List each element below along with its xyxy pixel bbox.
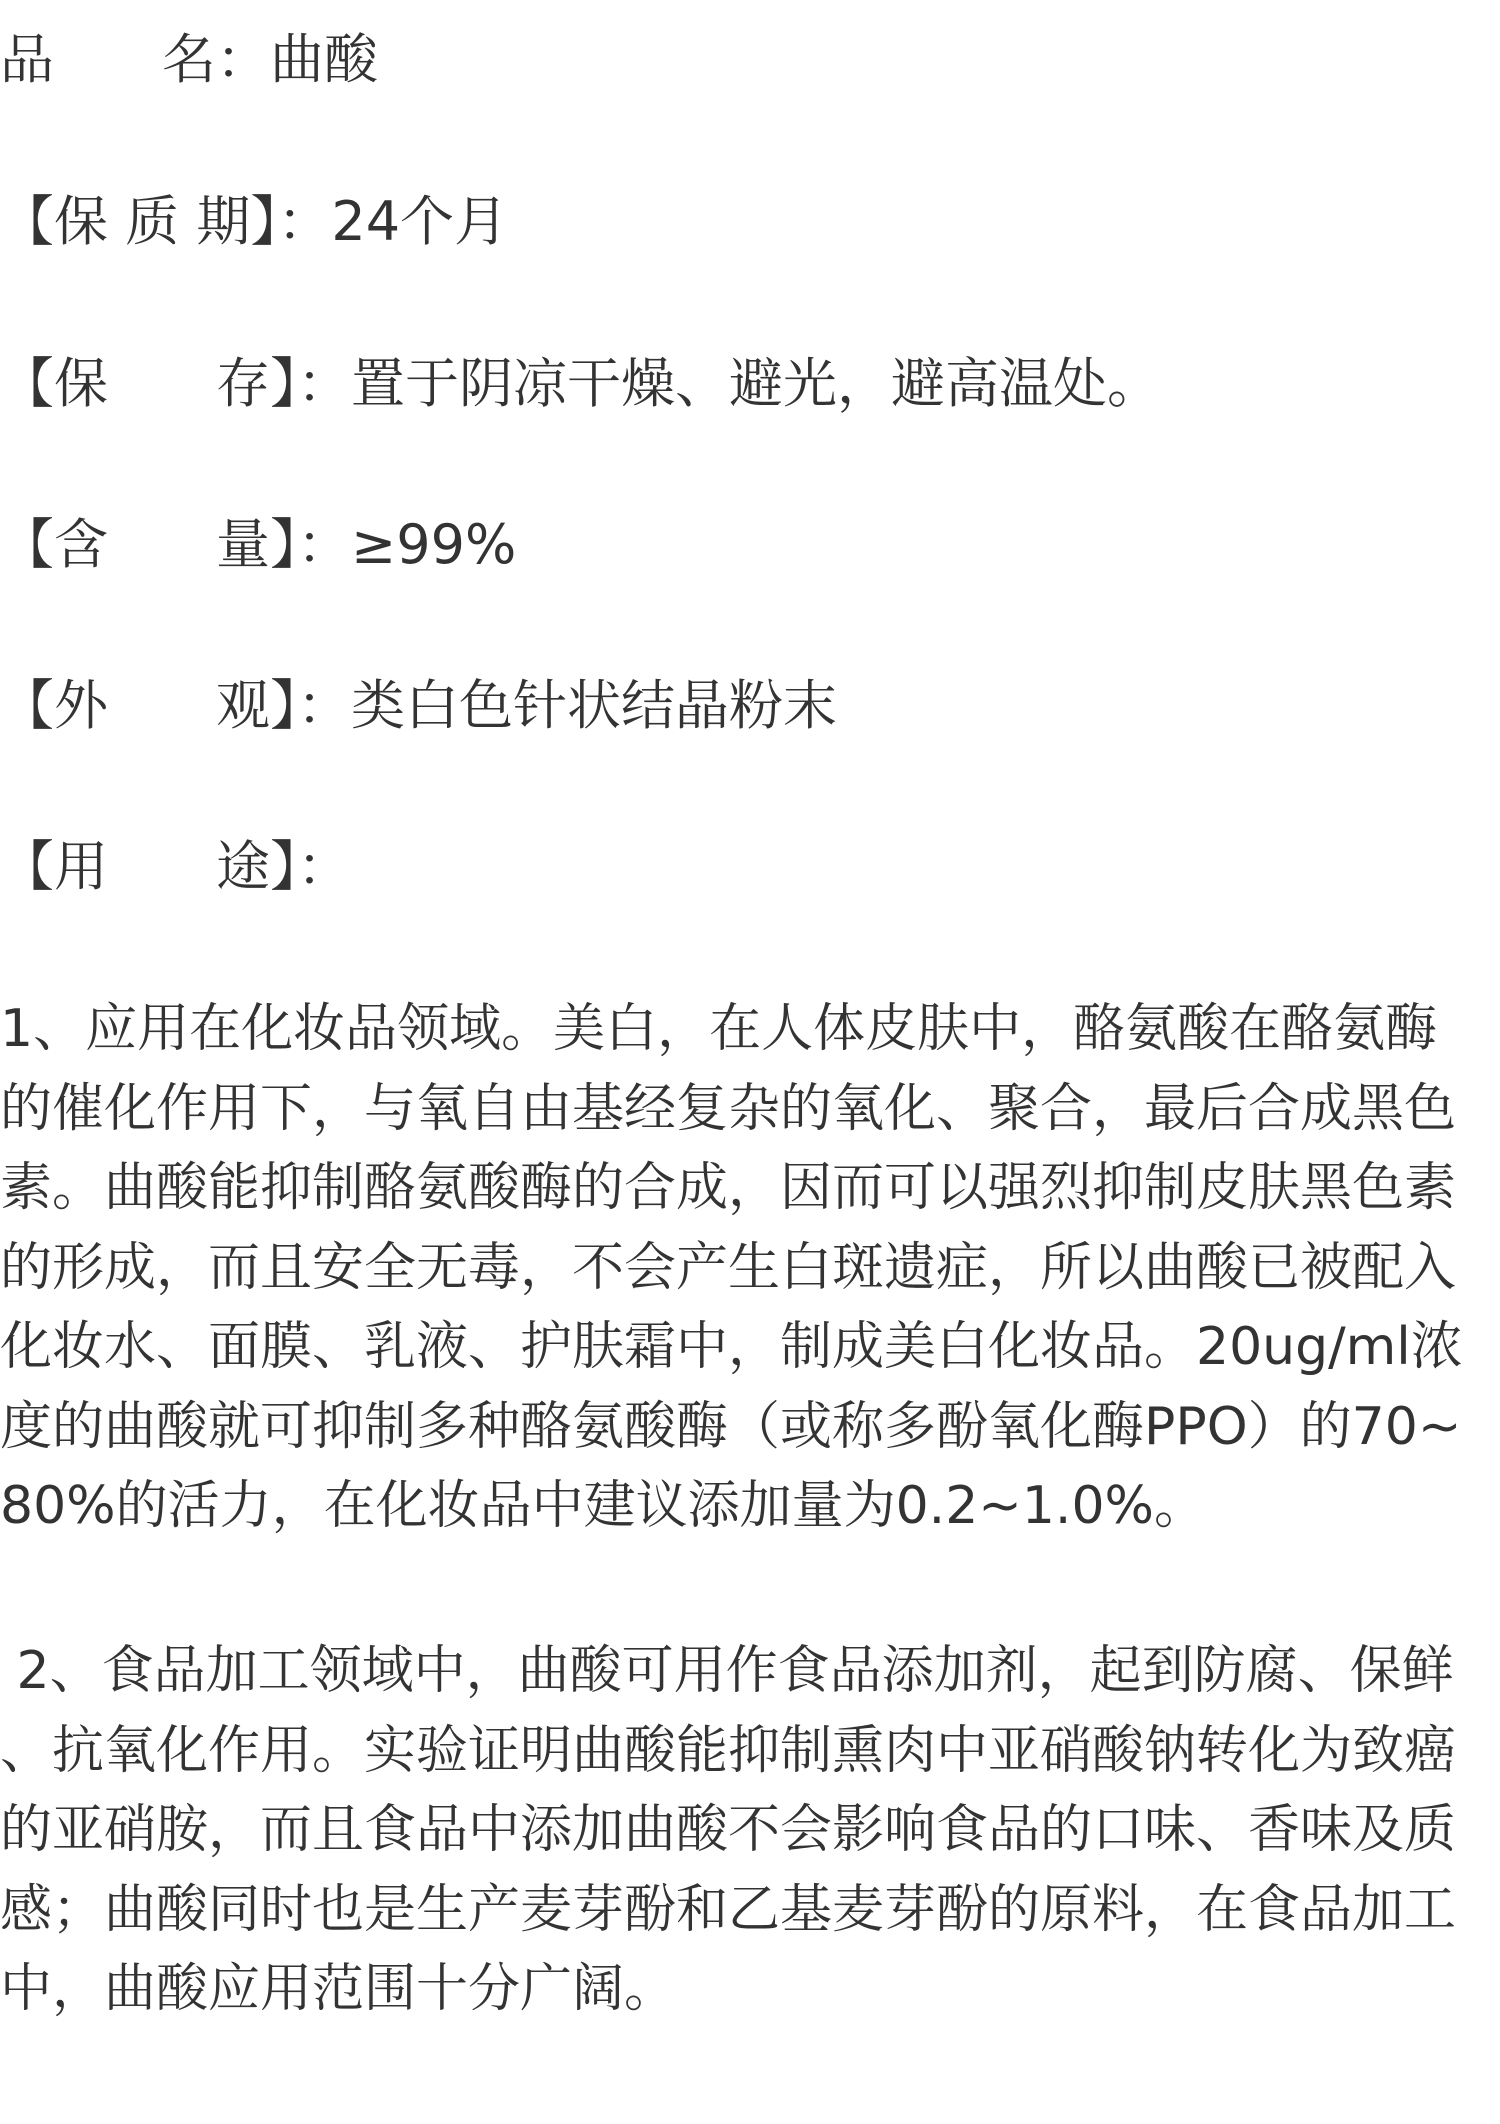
field-value: 曲酸 (270, 28, 378, 91)
field-label: 品 名 (0, 28, 216, 91)
usage-field (0, 833, 351, 901)
field-separator: ： (216, 28, 270, 91)
paragraph-line: 2、食品加工领域中，曲酸可用作食品添加剂，起到防腐、保鲜 (0, 1641, 1454, 1701)
paragraph-line: 1、应用在化妆品领域。美白，在人体皮肤中，酪氨酸在酪氨酶 (0, 999, 1438, 1059)
paragraph-line: 的形成，而且安全无毒，不会产生白斑遗症，所以曲酸已被配入 (0, 1237, 1457, 1298)
storage-field (0, 350, 1161, 418)
field-separator: ： (297, 513, 351, 576)
paragraph-line: 感；曲酸同时也是生产麦芽酚和乙基麦芽酚的原料，在食品加工 (0, 1879, 1457, 1940)
shelf-life-field (0, 188, 508, 256)
field-label: 【含 量】 (0, 513, 297, 576)
field-value: ≥99% (351, 513, 517, 576)
field-separator: ： (297, 674, 351, 737)
paragraph-line: 80%的活力，在化妆品中建议添加量为0.2~1.0%。 (0, 1476, 1206, 1536)
paragraph-line: 化妆水、面膜、乳液、护肤霜中，制成美白化妆品。20ug/ml浓 (0, 1317, 1463, 1377)
field-value: 24个月 (331, 190, 509, 253)
field-separator: ： (297, 352, 351, 415)
paragraph-line: 中，曲酸应用范围十分广阔。 (0, 1959, 677, 2019)
field-label: 【外 观】 (0, 674, 297, 737)
usage-paragraph-food (0, 1632, 1500, 2030)
paragraph-line: 的催化作用下，与氧自由基经复杂的氧化、聚合，最后合成黑色 (0, 1078, 1457, 1139)
paragraph-line: 的亚硝胺，而且食品中添加曲酸不会影响食品的口味、香味及质 (0, 1800, 1457, 1860)
content-field (0, 511, 516, 579)
paragraph-line: 素。曲酸能抑制酪氨酸酶的合成，因而可以强烈抑制皮肤黑色素 (0, 1158, 1457, 1218)
field-separator: ： (297, 835, 351, 898)
appearance-field (0, 672, 837, 740)
field-value: 类白色针状结晶粉末 (351, 674, 837, 737)
paragraph-line: 度的曲酸就可抑制多种酪氨酸酶（或称多酚氧化酶PPO）的70~ (0, 1396, 1462, 1457)
product-name-field (0, 26, 378, 94)
field-label: 【保 质 期】 (0, 190, 278, 253)
field-separator: ： (277, 190, 332, 253)
field-label: 【保 存】 (0, 352, 297, 415)
field-value: 置于阴凉干燥、避光，避高温处。 (351, 352, 1161, 415)
paragraph-line: 、抗氧化作用。实验证明曲酸能抑制熏肉中亚硝酸钠转化为致癌 (0, 1720, 1457, 1781)
usage-paragraph-cosmetics (0, 990, 1500, 1547)
field-label: 【用 途】 (0, 835, 297, 898)
